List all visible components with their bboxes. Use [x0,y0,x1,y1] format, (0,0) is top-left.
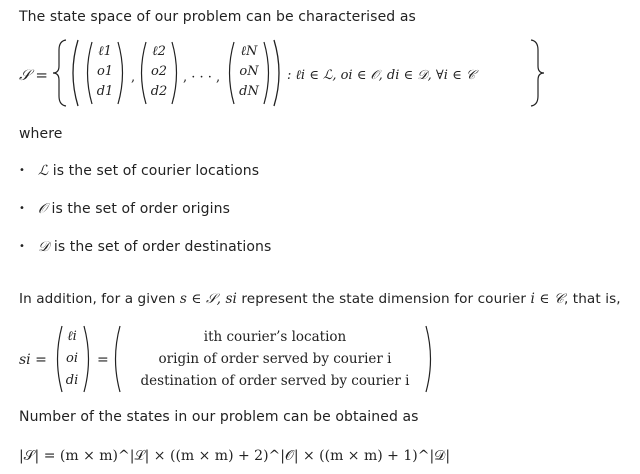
intro-text: The state space of our problem can be characterised as [19,9,416,25]
big-left-paren [66,38,80,108]
vector-o: oi [66,351,78,366]
state-vector [62,326,82,392]
tuple-2-o: o2 [150,64,168,79]
set-lhs: 𝒮 = [19,66,48,84]
outer-right-brace [527,38,547,108]
state-count-equation: |𝒮| = (m × m)^|ℒ| × ((m × m) + 2)^|𝒪| × ((m × m) + 1)^|𝒟| [19,448,451,464]
bullet-symbol: 𝒪 [38,201,47,217]
tuple-sep-1: , [131,70,136,85]
addition-math-1: s ∈ 𝒮, si [179,291,237,307]
tuple-1-right-paren [116,40,128,106]
number-states-text: Number of the states in our problem can be obtained as [19,409,419,425]
tuple-2 [148,42,170,102]
bullet-text: is the set of order origins [51,201,230,217]
list-item [38,201,230,217]
bullet-dot: • [19,203,25,214]
row-origin: origin of order served by courier i [158,351,392,367]
addition-text-a: In addition, for a given [19,291,176,307]
addition-text-c: , that is, [563,291,621,307]
vector-right-paren [82,324,94,394]
bullet-dot: • [19,241,25,252]
tuple-n-l: ℓN [240,44,258,59]
tuple-2-right-paren [170,40,182,106]
tuple-n-d: dN [239,84,259,99]
bullet-symbol: 𝒟 [38,239,50,255]
tuple-1 [94,42,116,102]
tuple-1-d: d1 [96,84,114,99]
list-item [38,163,259,179]
big-right-paren [272,38,286,108]
addition-paragraph [19,291,621,307]
row-location: ith courier’s location [203,329,347,345]
set-condition: : ℓi ∈ ℒ, oi ∈ 𝒪, di ∈ 𝒟, ∀i ∈ 𝒞 [287,68,476,83]
rows-right-paren [424,324,436,394]
bullet-symbol: ℒ [38,163,49,179]
si-lhs: si = [19,352,47,368]
tuple-n-left-paren [224,40,236,106]
tuple-n [236,42,262,102]
tuple-2-d: d2 [150,84,168,99]
tuple-1-left-paren [82,40,94,106]
bullet-dot: • [19,165,25,176]
state-description [122,326,428,392]
list-item [38,239,271,255]
addition-text-b: represent the state dimension for courier [241,291,527,307]
state-equals: = [97,352,109,368]
row-destination: destination of order served by courier i [140,373,410,389]
tuple-1-o: o1 [96,64,114,79]
bullet-text: is the set of courier locations [52,163,260,179]
bullet-text: is the set of order destinations [53,239,272,255]
tuple-2-l: ℓ2 [152,44,166,59]
rows-left-paren [110,324,122,394]
addition-math-2: i ∈ 𝒞 [530,291,564,307]
tuple-2-left-paren [136,40,148,106]
vector-d: di [65,373,79,388]
where-text: where [19,126,63,142]
tuple-n-o: oN [239,64,259,79]
tuple-sep-2: , · · · , [183,70,221,85]
tuple-1-l: ℓ1 [98,44,112,59]
vector-l: ℓi [67,329,77,344]
